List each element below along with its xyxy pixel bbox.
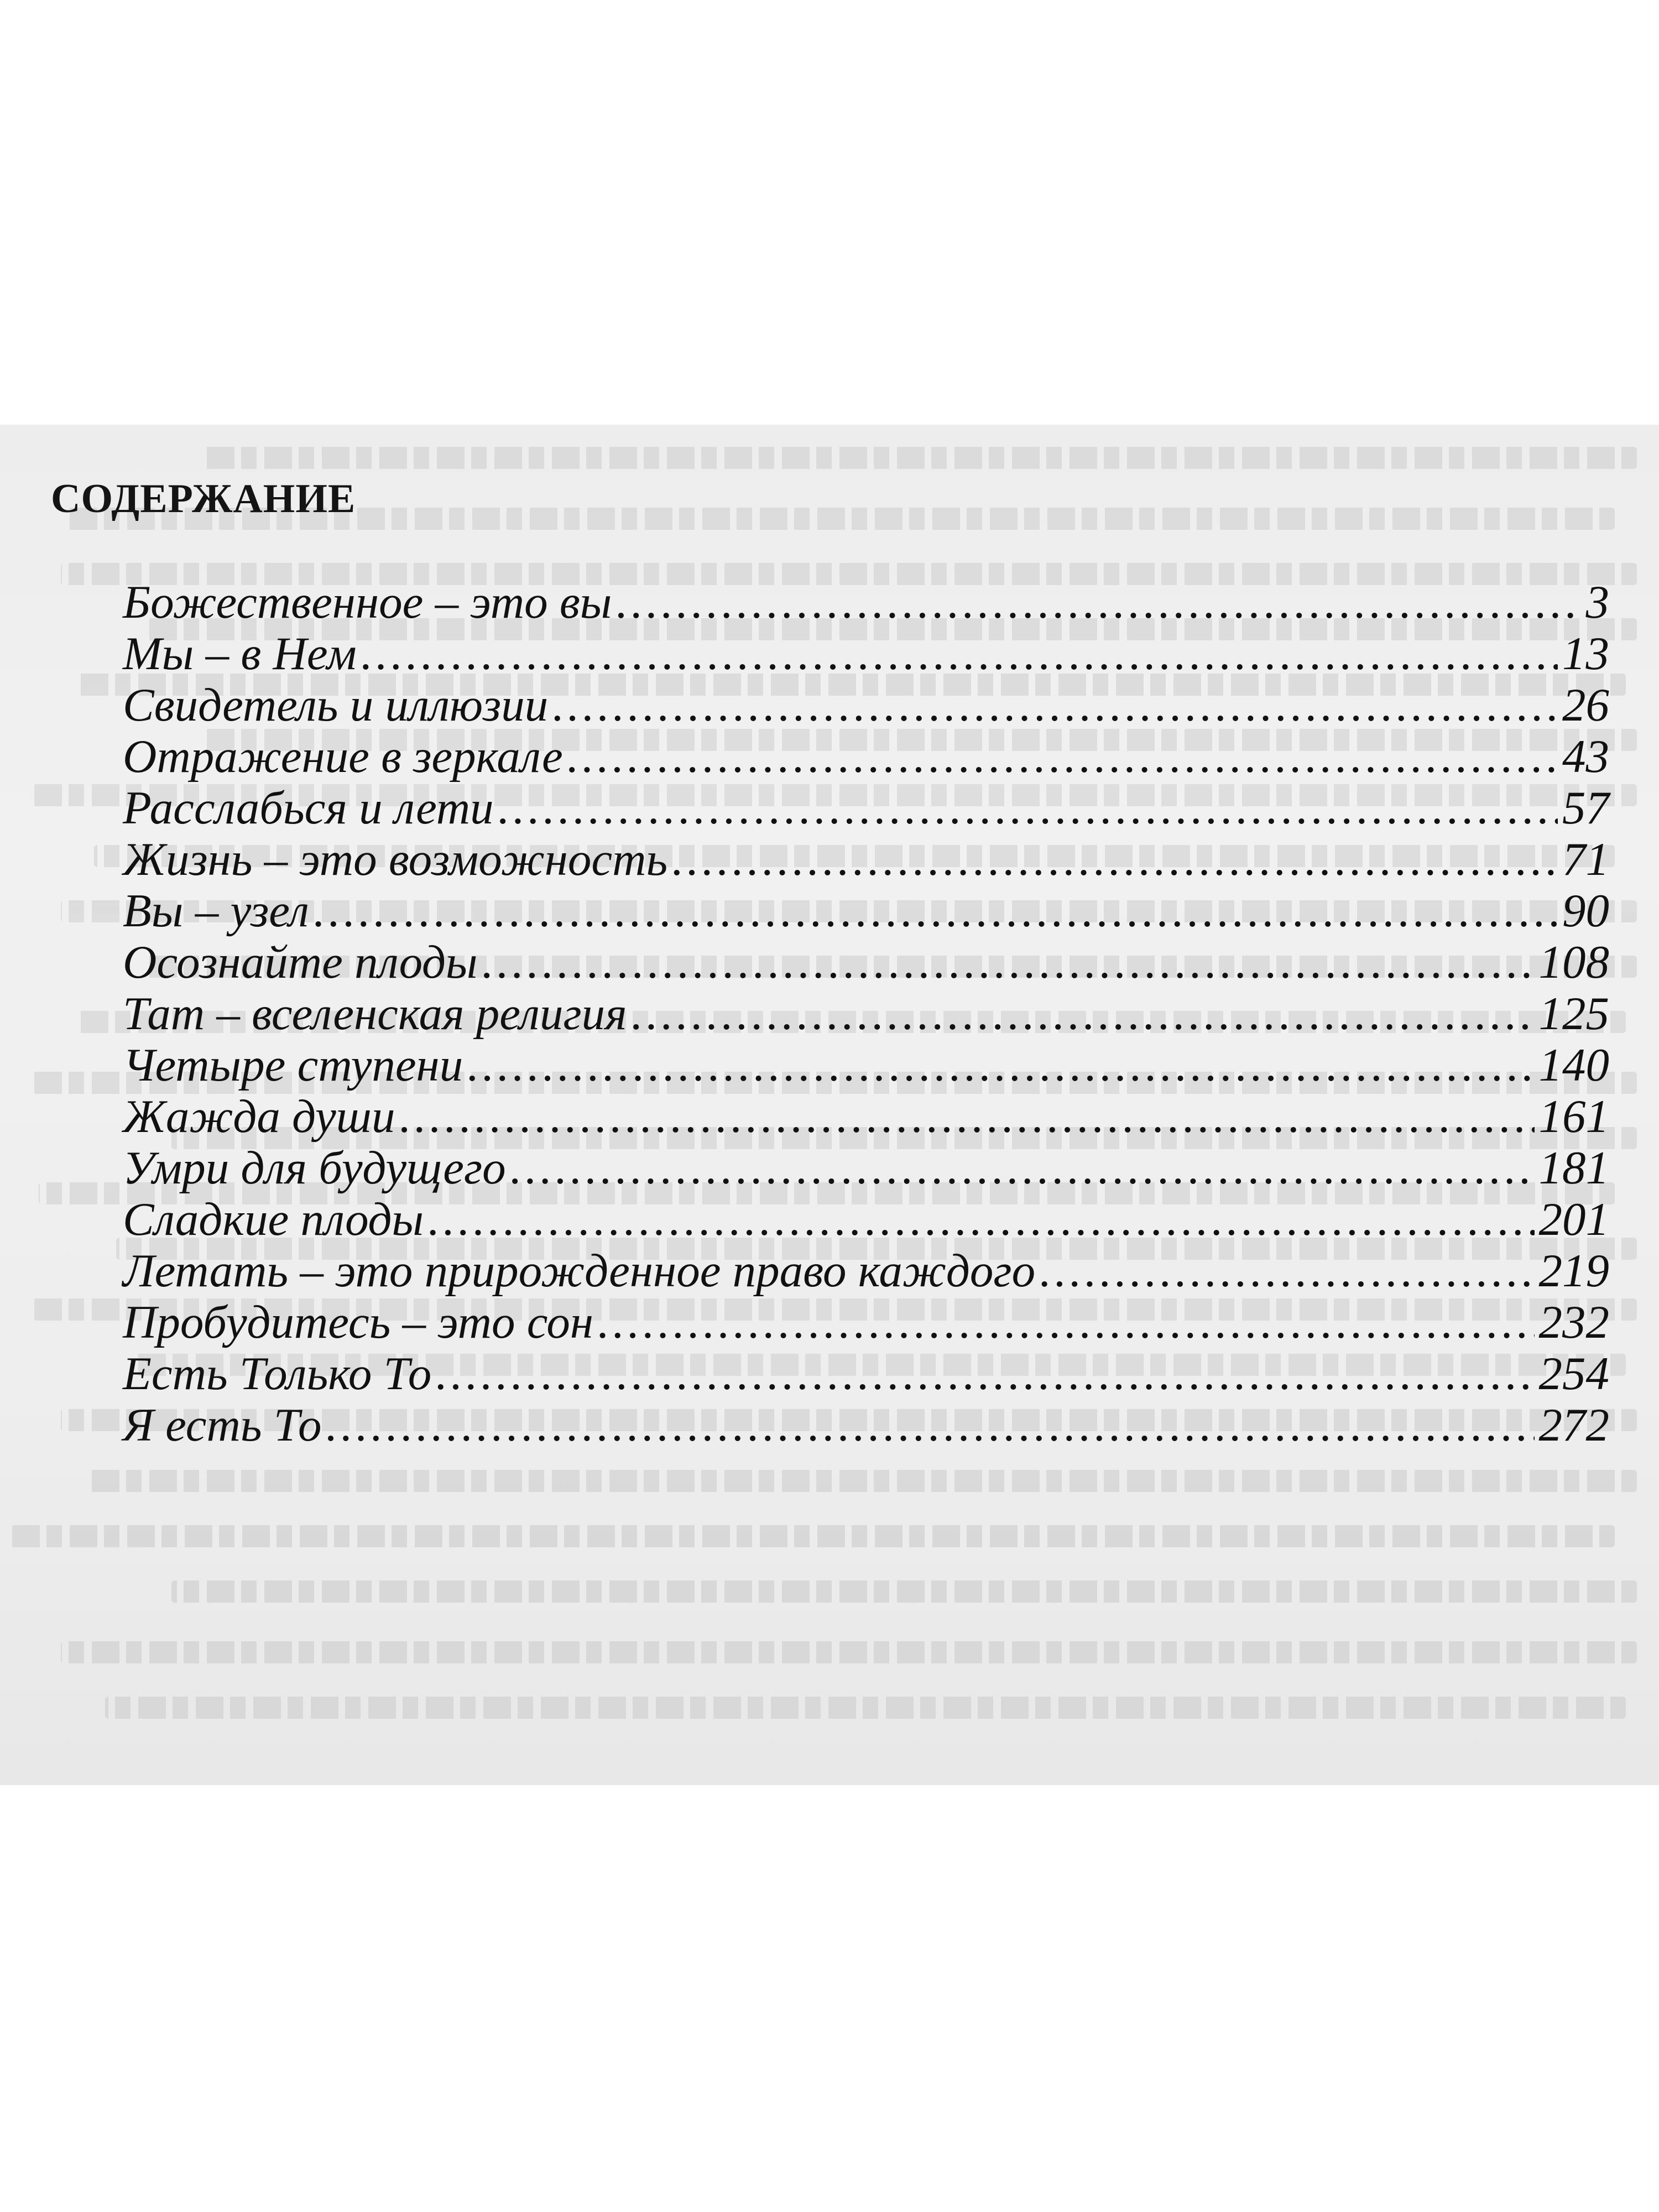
toc-entry-page: 232 bbox=[1538, 1296, 1609, 1348]
toc-dot-leader bbox=[552, 678, 1558, 732]
toc-entry bbox=[123, 1089, 1609, 1141]
toc-entry bbox=[123, 627, 1609, 678]
toc-entry-page: 108 bbox=[1538, 936, 1609, 988]
toc-dot-leader bbox=[436, 1347, 1534, 1401]
toc-entry-title: Мы – в Нем bbox=[123, 628, 357, 680]
toc-entry-page: 219 bbox=[1538, 1245, 1609, 1297]
toc-entry bbox=[123, 575, 1609, 627]
toc-entry bbox=[123, 935, 1609, 987]
toc-dot-leader bbox=[567, 729, 1558, 784]
toc-entry-title: Тат – вселенская религия bbox=[123, 988, 627, 1040]
toc-entry-title: Четыре ступени bbox=[123, 1039, 463, 1091]
toc-entry-page: 140 bbox=[1538, 1039, 1609, 1091]
toc-heading: СОДЕРЖАНИЕ bbox=[51, 476, 356, 521]
toc-dot-leader bbox=[361, 627, 1558, 681]
toc-entry-page: 71 bbox=[1562, 833, 1609, 885]
toc-entry-page: 181 bbox=[1538, 1142, 1609, 1194]
toc-entry bbox=[123, 987, 1609, 1038]
toc-entry-title: Есть Только То bbox=[123, 1348, 432, 1400]
toc-entry-title: Вы – узел bbox=[123, 885, 309, 937]
toc-dot-leader bbox=[672, 832, 1558, 886]
toc-dot-leader bbox=[482, 935, 1535, 989]
toc-entry-page: 254 bbox=[1538, 1348, 1609, 1400]
toc-entry-page: 201 bbox=[1538, 1193, 1609, 1245]
toc-entry-title: Свидетель и иллюзии bbox=[123, 679, 549, 731]
toc-entry-title: Умри для будущего bbox=[123, 1142, 506, 1194]
toc-entry-title: Божественное – это вы bbox=[123, 576, 612, 628]
toc-dot-leader bbox=[428, 1192, 1534, 1246]
toc-entry bbox=[123, 678, 1609, 729]
toc-entry-page: 57 bbox=[1562, 782, 1609, 834]
toc-entry-page: 90 bbox=[1562, 885, 1609, 937]
toc-entry-page: 125 bbox=[1538, 988, 1609, 1040]
toc-dot-leader bbox=[510, 1141, 1535, 1195]
toc-entry bbox=[123, 1398, 1609, 1449]
toc-entry bbox=[123, 1347, 1609, 1398]
toc-dot-leader bbox=[1040, 1244, 1534, 1298]
toc-entry-title: Я есть То bbox=[123, 1399, 322, 1451]
toc-entry-page: 13 bbox=[1562, 628, 1609, 680]
toc-entry-page: 3 bbox=[1585, 576, 1609, 628]
toc-entry-title: Отражение в зеркале bbox=[123, 731, 563, 782]
toc-entry-title: Расслабься и лети bbox=[123, 782, 494, 834]
toc-entry bbox=[123, 1141, 1609, 1192]
toc-entry-title: Осознайте плоды bbox=[123, 936, 478, 988]
toc-entry-page: 26 bbox=[1562, 679, 1609, 731]
toc-entry-title: Сладкие плоды bbox=[123, 1193, 424, 1245]
toc-list bbox=[123, 575, 1609, 1449]
toc-entry bbox=[123, 884, 1609, 935]
toc-entry-page: 272 bbox=[1538, 1399, 1609, 1451]
toc-entry bbox=[123, 1192, 1609, 1244]
book-page bbox=[0, 425, 1659, 1785]
toc-dot-leader bbox=[326, 1398, 1534, 1452]
toc-entry bbox=[123, 1244, 1609, 1295]
toc-entry-title: Пробудитесь – это сон bbox=[123, 1296, 594, 1348]
toc-dot-leader bbox=[632, 987, 1535, 1041]
toc-entry-title: Жажда души bbox=[123, 1091, 395, 1142]
toc-dot-leader bbox=[598, 1295, 1534, 1349]
toc-dot-leader bbox=[616, 575, 1581, 629]
toc-dot-leader bbox=[314, 884, 1558, 938]
toc-entry bbox=[123, 729, 1609, 781]
toc-dot-leader bbox=[467, 1038, 1534, 1092]
toc-entry bbox=[123, 1038, 1609, 1089]
toc-entry-title: Летать – это прирожденное право каждого bbox=[123, 1245, 1036, 1297]
toc-entry bbox=[123, 781, 1609, 832]
toc-entry-page: 43 bbox=[1562, 731, 1609, 782]
toc-entry bbox=[123, 1295, 1609, 1347]
toc-entry bbox=[123, 832, 1609, 884]
toc-entry-title: Жизнь – это возможность bbox=[123, 833, 668, 885]
toc-dot-leader bbox=[498, 781, 1558, 835]
toc-entry-page: 161 bbox=[1538, 1091, 1609, 1142]
toc-dot-leader bbox=[399, 1089, 1534, 1144]
